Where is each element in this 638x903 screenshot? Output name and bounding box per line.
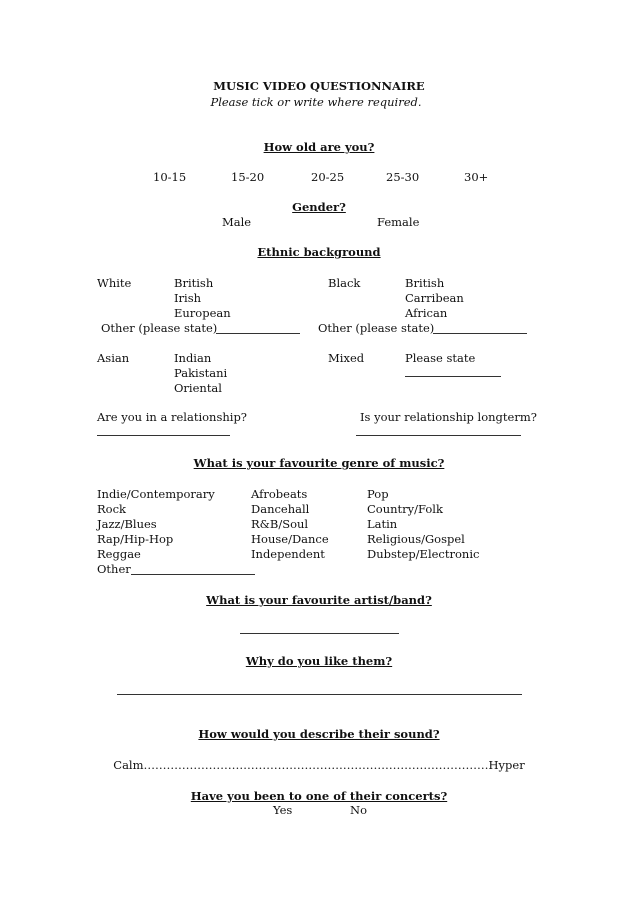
artist-question: What is your favourite artist/band? xyxy=(206,593,432,607)
genre-option[interactable]: Dubstep/Electronic xyxy=(367,547,480,561)
genre-option[interactable]: Rock xyxy=(97,502,126,516)
page-subtitle: Please tick or write where required. xyxy=(210,95,422,109)
ethnic-mixed-state-label: Please state xyxy=(405,351,476,365)
sound-scale[interactable]: Calm………………………………………………………………………………Hyper xyxy=(113,758,525,772)
genre-option[interactable]: Country/Folk xyxy=(367,502,443,516)
genre-question: What is your favourite genre of music? xyxy=(193,456,445,470)
genre-option[interactable]: Indie/Contemporary xyxy=(97,487,215,501)
ethnic-white-other-field[interactable] xyxy=(216,333,300,334)
age-option[interactable]: 25-30 xyxy=(386,170,420,184)
gender-option-female[interactable]: Female xyxy=(377,215,420,229)
genre-option[interactable]: Reggae xyxy=(97,547,141,561)
ethnic-option[interactable]: Indian xyxy=(174,351,212,365)
age-option[interactable]: 15-20 xyxy=(231,170,265,184)
genre-option[interactable]: Independent xyxy=(251,547,325,561)
artist-answer-field[interactable] xyxy=(240,633,399,634)
concert-question: Have you been to one of their concerts? xyxy=(190,789,448,803)
page-title: MUSIC VIDEO QUESTIONNAIRE xyxy=(213,79,425,93)
ethnic-option[interactable]: Carribean xyxy=(405,291,464,305)
relationship-answer-field[interactable] xyxy=(97,435,230,436)
ethnic-option[interactable]: British xyxy=(174,276,214,290)
why-question: Why do you like them? xyxy=(245,654,393,668)
ethnic-mixed-label[interactable]: Mixed xyxy=(328,351,365,365)
ethnic-option[interactable]: Irish xyxy=(174,291,202,305)
genre-option[interactable]: R&B/Soul xyxy=(251,517,309,531)
ethnic-heading: Ethnic background xyxy=(257,245,381,259)
ethnic-black-label[interactable]: Black xyxy=(328,276,361,290)
longterm-question: Is your relationship longterm? xyxy=(360,410,537,424)
genre-option[interactable]: Rap/Hip-Hop xyxy=(97,532,174,546)
ethnic-black-other-label: Other (please state) xyxy=(318,321,435,335)
concert-option-no[interactable]: No xyxy=(350,803,367,817)
ethnic-option[interactable]: Pakistani xyxy=(174,366,228,380)
genre-option[interactable]: Dancehall xyxy=(251,502,310,516)
age-question: How old are you? xyxy=(263,140,375,154)
why-answer-field[interactable] xyxy=(117,694,522,695)
ethnic-white-other-label: Other (please state) xyxy=(101,321,218,335)
genre-option[interactable]: Latin xyxy=(367,517,398,531)
genre-other-label: Other xyxy=(97,562,131,576)
age-option[interactable]: 20-25 xyxy=(311,170,345,184)
age-option[interactable]: 10-15 xyxy=(153,170,187,184)
ethnic-option[interactable]: African xyxy=(405,306,448,320)
genre-option[interactable]: Religious/Gospel xyxy=(367,532,465,546)
relationship-question: Are you in a relationship? xyxy=(97,410,247,424)
genre-option[interactable]: Jazz/Blues xyxy=(97,517,157,531)
gender-option-male[interactable]: Male xyxy=(222,215,252,229)
ethnic-option[interactable]: British xyxy=(405,276,445,290)
age-option[interactable]: 30+ xyxy=(464,170,489,184)
sound-question: How would you describe their sound? xyxy=(198,727,440,741)
ethnic-asian-label[interactable]: Asian xyxy=(97,351,130,365)
ethnic-black-other-field[interactable] xyxy=(433,333,527,334)
ethnic-option[interactable]: European xyxy=(174,306,231,320)
genre-option[interactable]: Afrobeats xyxy=(251,487,308,501)
ethnic-white-label[interactable]: White xyxy=(97,276,132,290)
ethnic-option[interactable]: Oriental xyxy=(174,381,222,395)
longterm-answer-field[interactable] xyxy=(356,435,521,436)
gender-question: Gender? xyxy=(292,200,346,214)
genre-option[interactable]: House/Dance xyxy=(251,532,329,546)
genre-option[interactable]: Pop xyxy=(367,487,389,501)
genre-other-field[interactable] xyxy=(131,574,255,575)
concert-option-yes[interactable]: Yes xyxy=(273,803,293,817)
ethnic-mixed-state-field[interactable] xyxy=(405,376,501,377)
